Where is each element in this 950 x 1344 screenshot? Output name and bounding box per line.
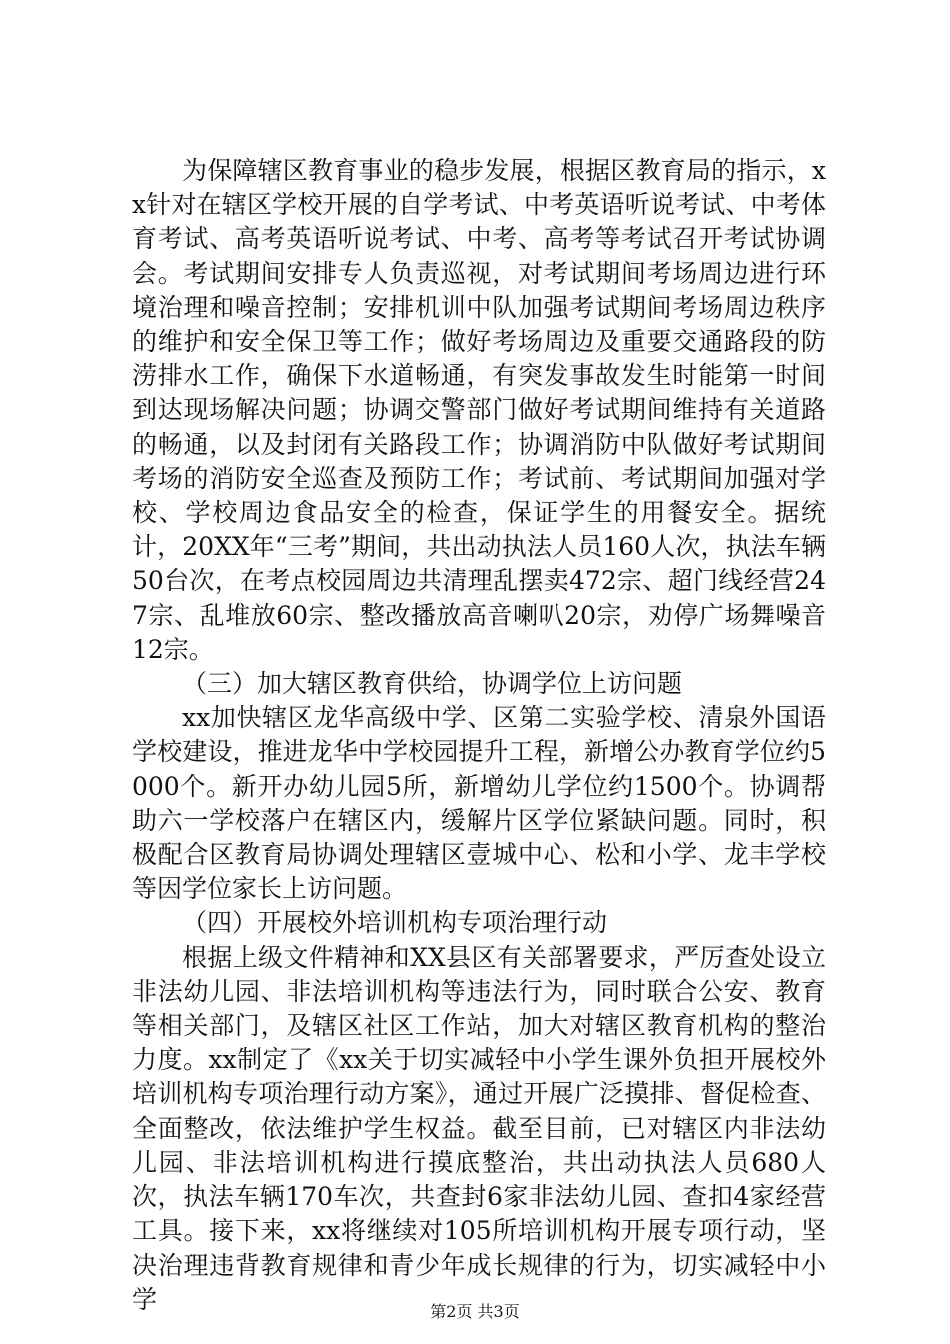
paragraph-training-institutions: 根据上级文件精神和XX县区有关部署要求，严厉查处设立非法幼儿园、非法培训机构等违法行为，同时联合公安、教育等相关部门，及辖区社区工作站，加大对辖区教育机构的整治力度。xx制定了《xx关于切实减轻中小学生课外负担开展校外培训机构专项治理行动方案》，通过开展广泛摸排、督促检查、全面整改，依法维护学生权益。截至目前，已对辖区内非法幼儿园、非法培训机构进行摸底整治，共出动执法人员680人次，执法车辆170车次，共查封6家非法幼儿园、查扣4家经营工具。接下来，xx将继续对105所培训机构开展专项行动，坚决治理违背教育规律和青少年成长规律的行为，切实减轻中小学: [132, 942, 826, 1314]
paragraph-education-supply: xx加快辖区龙华高级中学、区第二实验学校、清泉外国语学校建设，推进龙华中学校园提升工程，新增公办教育学位约5000个。新开办幼儿园5所，新增幼儿学位约1500个。协调帮助六一学校落户在辖区内，缓解片区学位紧缺问题。同时，积极配合区教育局协调处理辖区壹城中心、松和小学、龙丰学校等因学位家长上访问题。: [132, 703, 826, 904]
section-heading-3: （三）加大辖区教育供给，协调学位上访问题: [182, 669, 683, 699]
paragraph-exam-coordination: 为保障辖区教育事业的稳步发展，根据区教育局的指示，xx针对在辖区学校开展的自学考试、中考英语听说考试、中考体育考试、高考英语听说考试、中考、高考等考试召开考试协调会。考试期间安排专人负责巡视，对考试期间考场周边进行环境治理和噪音控制；安排机训中队加强考试期间考场周边秩序的维护和安全保卫等工作；做好考场周边及重要交通路段的防涝排水工作，确保下水道畅通，有突发事故发生时能第一时间到达现场解决问题；协调交警部门做好考试期间维持有关道路的畅通，以及封闭有关路段工作；协调消防中队做好考试期间考场的消防安全巡查及预防工作；考试前、考试期间加强对学校、学校周边食品安全的检查，保证学生的用餐安全。据统计，20XX年“三考”期间，共出动执法人员160人次，执法车辆50台次，在考点校园周边共清理乱摆卖472宗、超门线经营247宗、乱堆放60宗、整改播放高音喇叭20宗，劝停广场舞噪音12宗。: [132, 156, 826, 664]
document-body: [132, 154, 826, 1317]
page-number-footer: 第2页 共3页: [430, 1302, 520, 1321]
section-heading-4: （四）开展校外培训机构专项治理行动: [182, 908, 608, 938]
